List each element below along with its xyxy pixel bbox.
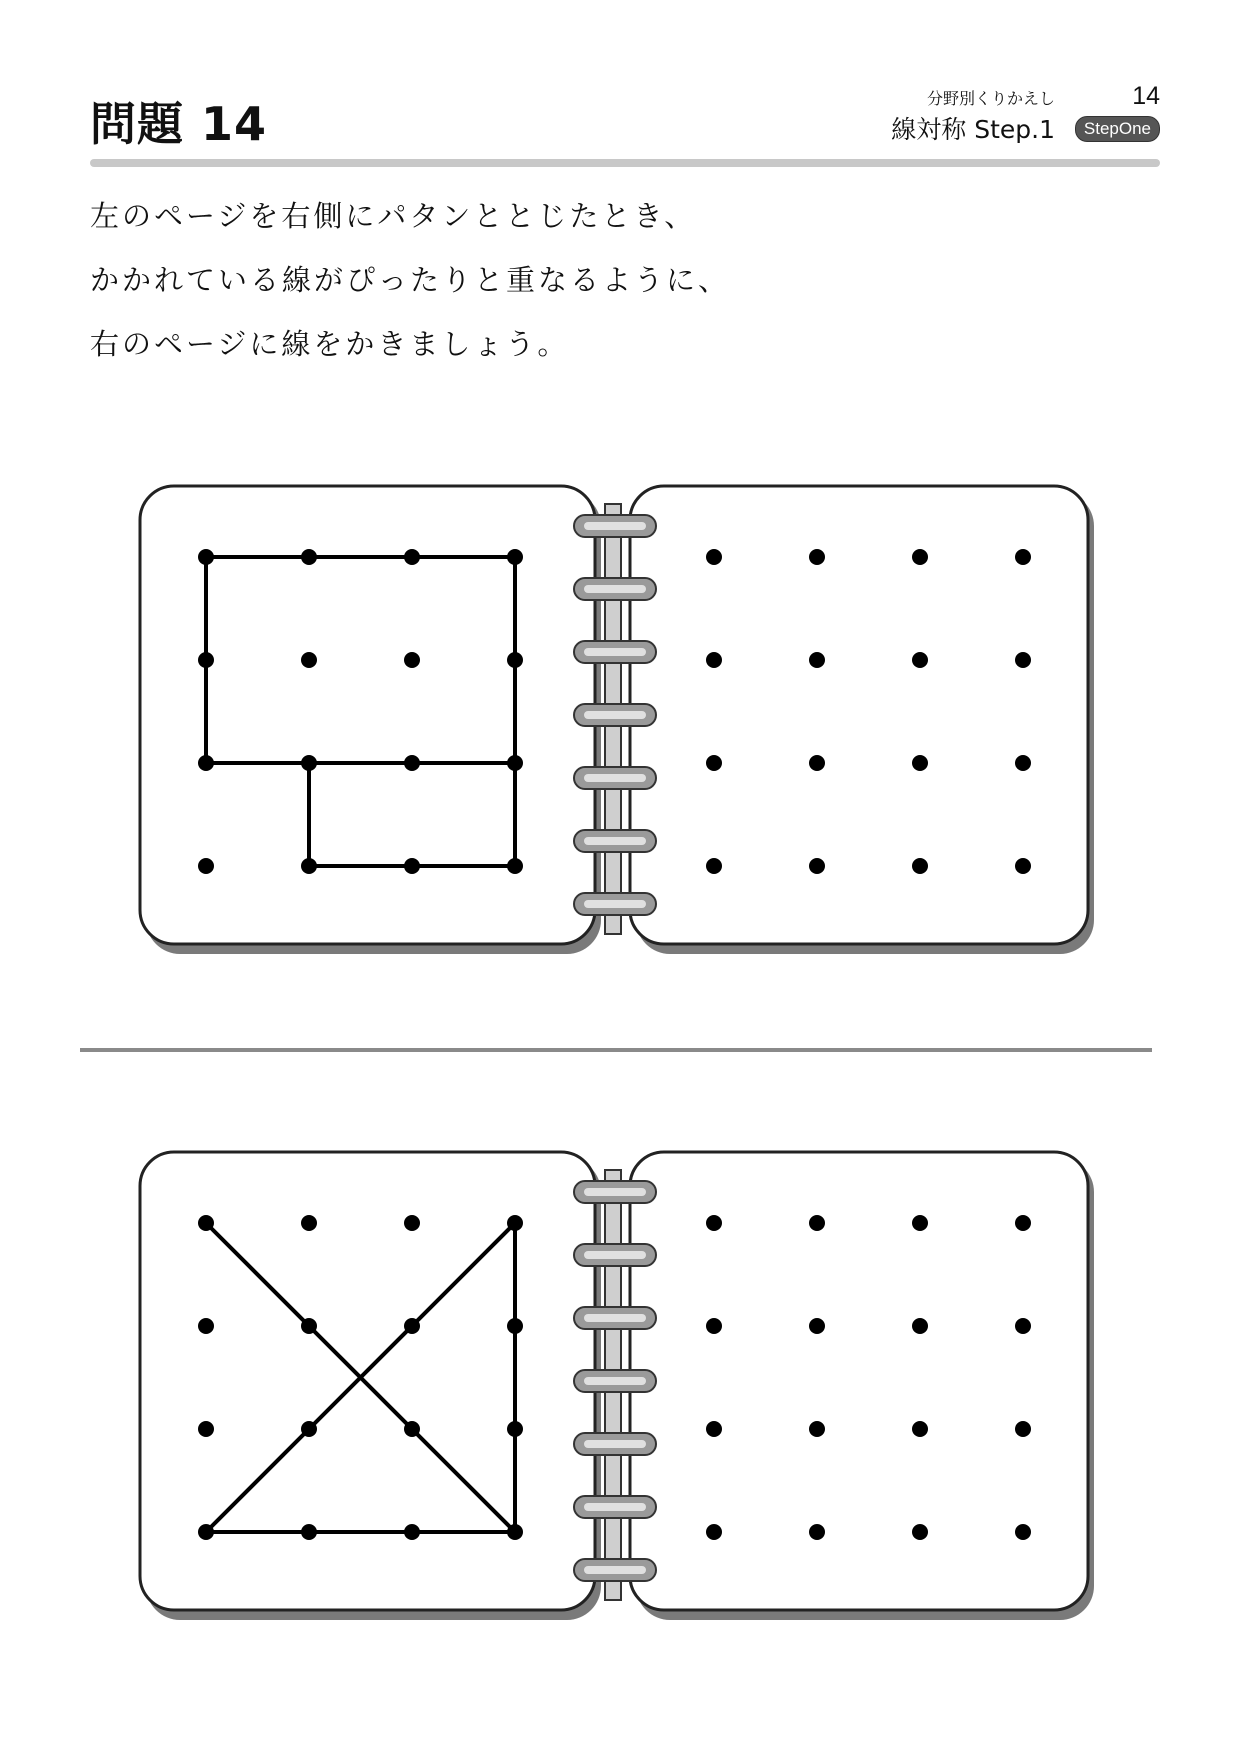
grid-dot-right (706, 858, 722, 874)
grid-dot-right (809, 755, 825, 771)
binding-ring-highlight (584, 522, 646, 530)
binding-ring-highlight (584, 774, 646, 782)
notebook-2-svg (138, 1150, 1108, 1630)
grid-dot-right (1015, 1524, 1031, 1540)
grid-dot-left (507, 755, 523, 771)
grid-dot-right (912, 1215, 928, 1231)
grid-dot-left (404, 652, 420, 668)
binding-ring-highlight (584, 1503, 646, 1511)
grid-dot-right (912, 1524, 928, 1540)
grid-dot-left (507, 549, 523, 565)
stepone-badge: StepOne (1075, 116, 1160, 142)
notebook-problem-2 (138, 1150, 1108, 1630)
grid-dot-left (404, 1215, 420, 1231)
grid-dot-left (404, 1421, 420, 1437)
binding-ring-highlight (584, 837, 646, 845)
grid-dot-right (912, 549, 928, 565)
grid-dot-left (301, 549, 317, 565)
binding-ring-highlight (584, 648, 646, 656)
grid-dot-right (912, 858, 928, 874)
binding-ring-highlight (584, 1440, 646, 1448)
binding-ring-highlight (584, 1188, 646, 1196)
section-divider (80, 1048, 1152, 1052)
instruction-line-1: 左のページを右側にパタンととじたとき、 (90, 199, 697, 233)
grid-dot-left (198, 755, 214, 771)
grid-dot-right (706, 1318, 722, 1334)
binding-ring-highlight (584, 1251, 646, 1259)
grid-dot-left (507, 858, 523, 874)
grid-dot-right (912, 1421, 928, 1437)
grid-dot-left (198, 1215, 214, 1231)
grid-dot-left (301, 755, 317, 771)
grid-dot-right (809, 1524, 825, 1540)
binding-ring-highlight (584, 1566, 646, 1574)
binding-ring-highlight (584, 1314, 646, 1322)
grid-dot-left (404, 858, 420, 874)
grid-dot-right (706, 755, 722, 771)
grid-dot-left (404, 1318, 420, 1334)
grid-dot-left (301, 858, 317, 874)
step-label: 線対称 Step.1 (891, 115, 1055, 144)
grid-dot-right (1015, 549, 1031, 565)
grid-dot-right (809, 858, 825, 874)
page-number: 14 (1132, 82, 1160, 110)
grid-dot-right (912, 652, 928, 668)
grid-dot-right (706, 652, 722, 668)
binding-ring-highlight (584, 711, 646, 719)
notebook-1-svg (138, 484, 1108, 964)
instructions (90, 196, 1170, 388)
grid-dot-left (301, 1524, 317, 1540)
grid-dot-right (1015, 1421, 1031, 1437)
binding-ring-highlight (584, 585, 646, 593)
grid-dot-right (912, 755, 928, 771)
grid-dot-left (301, 1215, 317, 1231)
category-label: 分野別くりかえし (926, 89, 1055, 108)
notebook-problem-1 (138, 484, 1108, 964)
grid-dot-left (301, 652, 317, 668)
grid-dot-left (507, 1421, 523, 1437)
instruction-line-3: 右のページに線をかきましょう。 (90, 327, 570, 361)
grid-dot-left (198, 1318, 214, 1334)
header-rule (90, 159, 1160, 167)
grid-dot-right (706, 1215, 722, 1231)
grid-dot-left (198, 1524, 214, 1540)
grid-dot-left (301, 1421, 317, 1437)
grid-dot-left (404, 755, 420, 771)
grid-dot-right (809, 1215, 825, 1231)
grid-dot-left (507, 1215, 523, 1231)
grid-dot-left (507, 652, 523, 668)
grid-dot-left (404, 1524, 420, 1540)
grid-dot-right (809, 1318, 825, 1334)
grid-dot-right (809, 1421, 825, 1437)
grid-dot-right (1015, 755, 1031, 771)
grid-dot-right (706, 1524, 722, 1540)
grid-dot-right (706, 549, 722, 565)
grid-dot-right (706, 1421, 722, 1437)
grid-dot-right (912, 1318, 928, 1334)
grid-dot-right (1015, 1318, 1031, 1334)
grid-dot-left (507, 1524, 523, 1540)
grid-dot-left (198, 1421, 214, 1437)
grid-dot-left (507, 1318, 523, 1334)
grid-dot-left (404, 549, 420, 565)
grid-dot-right (1015, 652, 1031, 668)
grid-dot-right (1015, 1215, 1031, 1231)
grid-dot-right (1015, 858, 1031, 874)
grid-dot-right (809, 652, 825, 668)
grid-dot-left (301, 1318, 317, 1334)
page-title: 問題 14 (90, 97, 268, 151)
binding-ring-highlight (584, 900, 646, 908)
grid-dot-left (198, 858, 214, 874)
header-right (860, 82, 1160, 142)
binding-ring-highlight (584, 1377, 646, 1385)
grid-dot-left (198, 549, 214, 565)
grid-dot-left (198, 652, 214, 668)
grid-dot-right (809, 549, 825, 565)
instruction-line-2: かかれている線がぴったりと重なるように、 (90, 263, 731, 297)
